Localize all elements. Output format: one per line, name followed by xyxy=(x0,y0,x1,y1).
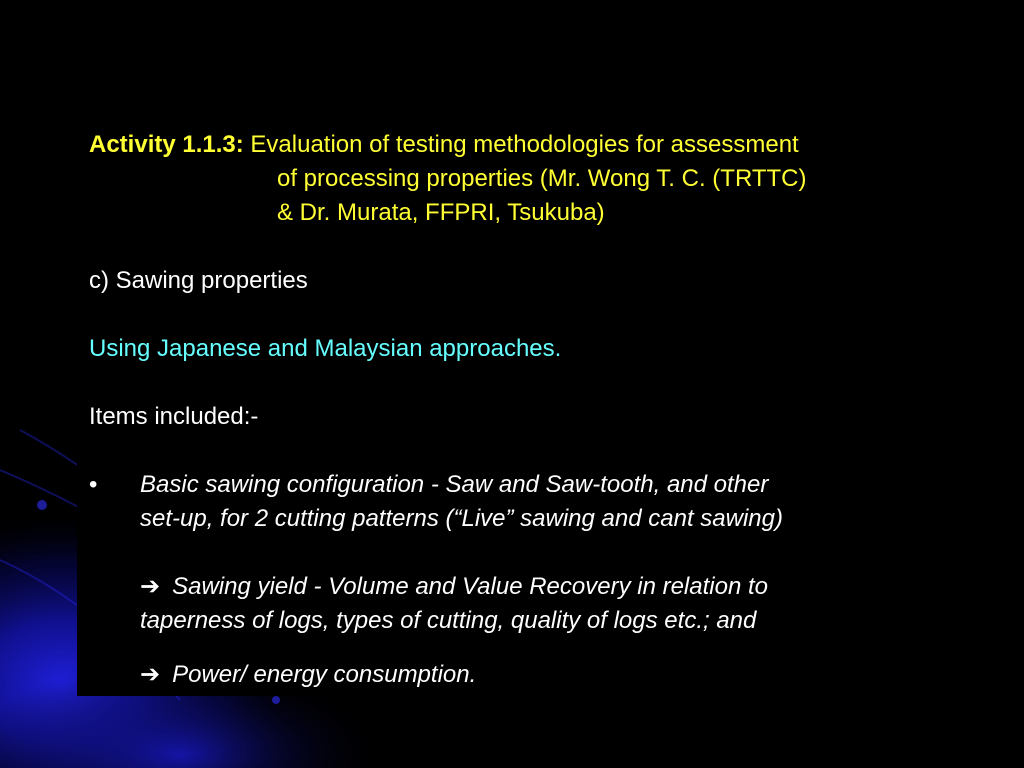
activity-label: Activity 1.1.3: xyxy=(89,131,244,158)
section-heading: c) Sawing properties xyxy=(89,267,308,294)
bullet-icon: • xyxy=(89,471,98,498)
sub-item-yield-line2: taperness of logs, types of cutting, quality of logs etc.; and xyxy=(140,607,757,634)
bullet-item xyxy=(89,468,969,692)
activity-title-line3: & Dr. Murata, FFPRI, Tsukuba) xyxy=(277,199,605,226)
arrow-right-icon: ➔ xyxy=(140,661,161,688)
sub-item-yield xyxy=(140,570,969,604)
sub-item-yield-line1: Sawing yield - Volume and Value Recovery in relation to xyxy=(172,573,768,600)
bullet-line2: set-up, for 2 cutting patterns (“Live” sawing and cant sawing) xyxy=(140,505,783,532)
sub-item-power-line1: Power/ energy consumption. xyxy=(172,661,477,688)
activity-title-line2: of processing properties (Mr. Wong T. C. (TRTTC) xyxy=(277,165,807,192)
activity-title: Evaluation of testing methodologies for assessment xyxy=(250,131,799,158)
arrow-right-icon: ➔ xyxy=(140,573,161,600)
activity-title-line1 xyxy=(89,128,969,162)
approach-text: Using Japanese and Malaysian approaches. xyxy=(89,335,562,362)
bullet-line1: Basic sawing configuration - Saw and Saw-tooth, and other xyxy=(140,471,769,498)
items-heading: Items included:- xyxy=(89,403,259,430)
slide-content xyxy=(89,128,969,692)
sub-item-power xyxy=(140,658,969,692)
